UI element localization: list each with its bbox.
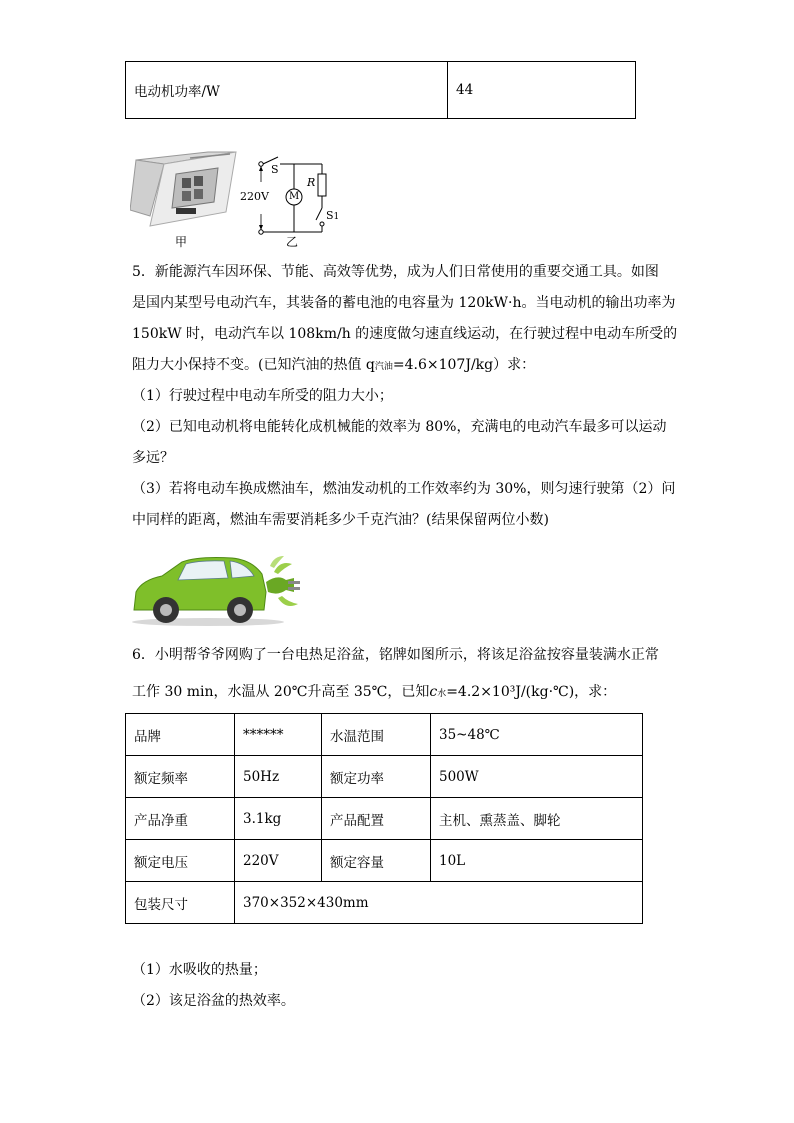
electric-car-illustration bbox=[128, 552, 303, 627]
table-cell: 500W bbox=[431, 756, 643, 798]
table-cell: 额定频率 bbox=[126, 756, 235, 798]
table-cell: 50Hz bbox=[235, 756, 322, 798]
table-cell: 10L bbox=[431, 840, 643, 882]
table-row bbox=[126, 756, 643, 798]
q5-sub-1: （1）行驶过程中电动车所受的阻力大小； bbox=[132, 388, 393, 404]
table-cell: 370×352×430mm bbox=[235, 882, 643, 924]
table-cell: 额定电压 bbox=[126, 840, 235, 882]
q5-sub-3-line-1: （3）若将电动车换成燃油车，燃油发动机的工作效率约为 30%，则匀速行驶第（2）问 bbox=[132, 481, 676, 497]
table-cell: 3.1kg bbox=[235, 798, 322, 840]
table-cell: 额定功率 bbox=[322, 756, 431, 798]
table-cell: 产品配置 bbox=[322, 798, 431, 840]
q5-line-4: 阻力大小保持不变。(已知汽油的热值 q汽油=4.6×107J/kg）求： bbox=[132, 357, 536, 373]
table-cell: 产品净重 bbox=[126, 798, 235, 840]
circuit-label-s1: S1 bbox=[326, 209, 340, 222]
table-cell: 水温范围 bbox=[322, 714, 431, 756]
table-cell: 包装尺寸 bbox=[126, 882, 235, 924]
q6-line-1: 6．小明帮爷爷网购了一台电热足浴盆，铭牌如图所示，将该足浴盆按容量装满水正常 bbox=[132, 647, 659, 663]
q5-line-2: 是国内某型号电动汽车，其装备的蓄电池的电容量为 120kW·h。当电动机的输出功率为 bbox=[132, 295, 676, 311]
table-row bbox=[126, 840, 643, 882]
q6-line-2: 工作 30 min，水温从 20℃升高至 35℃，已知c水=4.2×10³J/(kg·℃)，求： bbox=[132, 684, 617, 700]
table-row bbox=[126, 714, 643, 756]
figure-caption-jia: 甲 bbox=[175, 235, 188, 249]
q5-line-1: 5．新能源汽车因环保、节能、高效等优势，成为人们日常使用的重要交通工具。如图 bbox=[132, 264, 659, 280]
figure-heater-photo bbox=[130, 150, 242, 232]
circuit-label-motor: M bbox=[289, 191, 300, 202]
q5-sub-2-line-2: 多远？ bbox=[132, 450, 174, 466]
table-cell: 35~48℃ bbox=[431, 714, 643, 756]
figure-circuit bbox=[240, 152, 340, 236]
table-cell: 220V bbox=[235, 840, 322, 882]
table-cell: 额定容量 bbox=[322, 840, 431, 882]
top-table bbox=[125, 61, 636, 119]
q5-sub-2-line-1: （2）已知电动机将电能转化成机械能的效率为 80%，充满电的电动汽车最多可以运动 bbox=[132, 419, 667, 435]
circuit-label-r: R bbox=[307, 176, 316, 189]
table-cell: 主机、熏蒸盖、脚轮 bbox=[431, 798, 643, 840]
table-cell-label: 电动机功率/W bbox=[126, 62, 448, 119]
spec-table bbox=[125, 713, 643, 924]
q6-sub-1: （1）水吸收的热量； bbox=[132, 962, 267, 978]
table-row bbox=[126, 62, 636, 119]
electric-car-image bbox=[128, 552, 303, 627]
table-cell: ****** bbox=[235, 714, 322, 756]
circuit-label-s: S bbox=[271, 163, 279, 176]
circuit-label-voltage: 220V bbox=[240, 190, 269, 203]
table-row bbox=[126, 882, 643, 924]
figure-caption-yi: 乙 bbox=[286, 235, 299, 249]
q5-sub-3-line-2: 中同样的距离，燃油车需要消耗多少千克汽油？(结果保留两位小数) bbox=[132, 512, 549, 528]
table-row bbox=[126, 798, 643, 840]
q5-line-3: 150kW 时，电动汽车以 108km/h 的速度做匀速直线运动，在行驶过程中电动车所受的 bbox=[132, 326, 678, 342]
q6-sub-2: （2）该足浴盆的热效率。 bbox=[132, 993, 295, 1009]
table-cell-value: 44 bbox=[448, 62, 636, 119]
ceiling-heater-illustration bbox=[130, 150, 242, 232]
table-cell: 品牌 bbox=[126, 714, 235, 756]
